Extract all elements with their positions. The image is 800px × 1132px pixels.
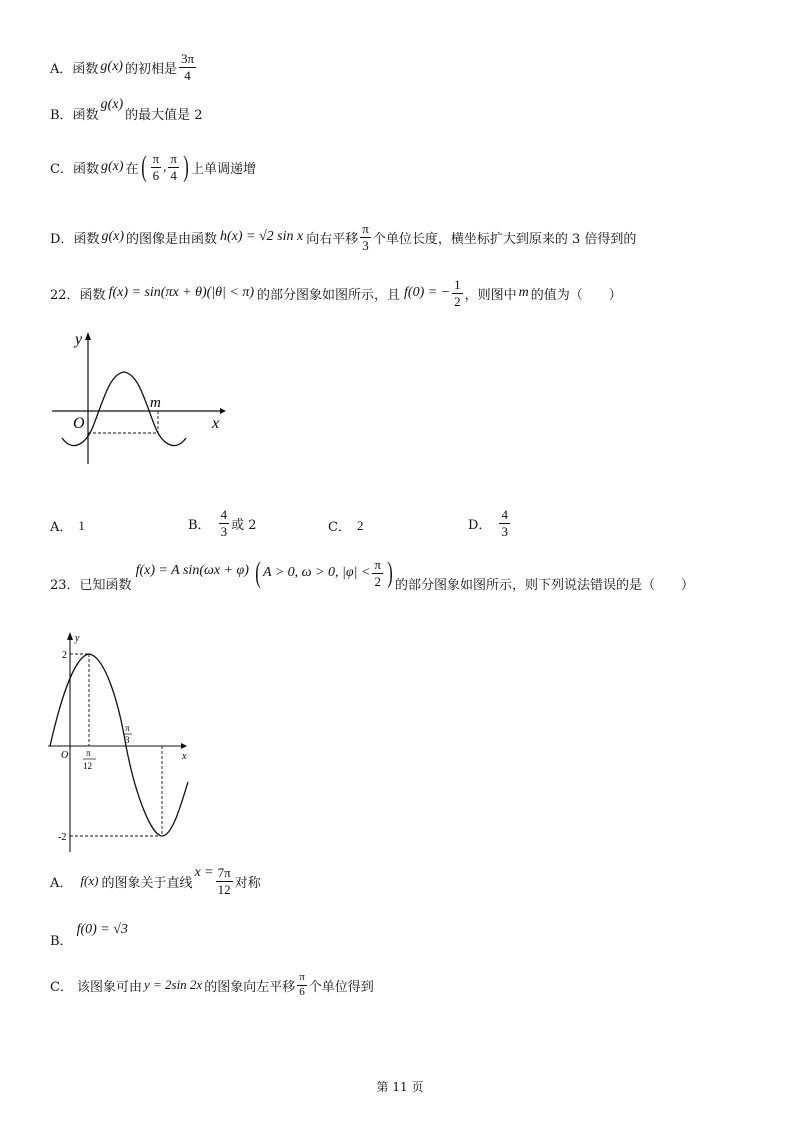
x-axis-arrow [220,408,226,414]
fraction: $\frac{4}{3}$ [501,507,508,539]
q23-formula: f(x) = A sin(ωx + φ) [135,563,249,579]
y-label: y [75,633,80,644]
q23-option-c: C． 该图象可由 y = 2sin 2x 的图象向左平移 $\frac{\pi}{6}$ 个单位得到 [50,971,374,998]
q22-option-d: D． $\frac{4}{3}$ [468,507,508,539]
sine-curve [62,372,186,446]
q22-formula: f(x) = sin(πx + θ)(|θ| < π) [108,285,255,301]
close-paren: ) [387,556,393,590]
q22-option-a: A． 1 [50,517,85,535]
sine-curve [50,654,188,836]
func-g: g(x) [100,159,124,175]
x-axis-arrow [181,743,187,749]
x-label: x [212,415,220,432]
y-label: y [75,331,83,348]
close-paren: ) [183,150,189,184]
question-number: 23． [50,577,80,593]
fraction: $\frac{4}{3}$ [220,507,228,539]
tick2-den: 3 [125,735,130,745]
fraction: $\frac{\pi}{6}$ [299,971,305,998]
fraction: $\frac{\pi}{6}$ [152,151,160,183]
y-axis-arrow [67,632,73,640]
tick1-den: 12 [83,761,92,771]
fraction: $\frac{7\pi}{12}$ [217,865,231,897]
q23-stem: 23． 已知函数 f(x) = A sin(ωx + φ) ( A > 0, ω > 0, |φ| < $\frac{\pi}{2}$ ) 的部分图象如图所示，则下列说法错误的是（ ） [50,556,694,593]
open-paren: ( [140,150,147,184]
origin-label: O [61,750,69,761]
m-label: m [150,395,161,411]
open-paren: ( [255,556,261,590]
q23-option-b: B． f(0) = √3 [50,921,128,949]
fraction: $\frac{3\pi}{4}$ [180,51,195,83]
q22-option-b: B． $\frac{4}{3}$ 或 2 [188,507,257,539]
page-footer [0,1078,800,1095]
func-g: g(x) [100,59,123,75]
q22-option-c: C． 2 [328,517,364,535]
origin-label: O [73,415,85,432]
func-g: g(x) [100,96,124,112]
page-number: 第 11 页 [376,1080,424,1094]
fraction: $\frac{\pi}{2}$ [374,557,381,589]
q21-option-d: D． 函数 g(x) 的图像是由函数 h(x) = √2 sin x 向右平移 $\frac{\pi}{3}$ 个单位长度，横坐标扩大到原来的 3 倍得到的 [50,221,637,253]
q23-graph [46,628,196,854]
q22-graph [48,328,228,468]
x-label: x [182,751,187,762]
y-top-label: 2 [62,650,67,661]
func-g: g(x) [101,229,124,245]
fraction: $\frac{\pi}{4}$ [170,151,177,183]
q21-option-b: B． 函数 g(x) 的最大值是 2 [50,96,203,123]
fraction: $\frac{1}{2}$ [454,277,461,309]
func-h: h(x) = √2 sin x [220,229,304,245]
tick1-num: π [86,748,91,758]
tick2-num: π [125,723,130,733]
question-number: 22． [50,287,80,303]
q21-option-a: A． 函数 g(x) 的初相是 $\frac{3\pi}{4}$ [50,51,195,83]
q23-option-a: A． f(x) 的图象关于直线 x = $\frac{7\pi}{12}$ 对称 [50,865,261,897]
y-bottom-label: -2 [58,832,67,843]
fraction: $\frac{\pi}{3}$ [362,221,369,253]
y-axis-arrow [85,332,91,340]
comma: , [163,159,167,175]
q22-stem: 22． 函数 f(x) = sin(πx + θ)(|θ| < π) 的部分图象如图所示，且 f(0) = − $\frac{1}{2}$ ，则图中 m 的值为（ ） [50,277,622,309]
q21-option-c: C． 函数 g(x) 在 ( $\frac{\pi}{6}$ , $\frac{\pi}{4}$ ) 上单调递增 [50,150,256,184]
